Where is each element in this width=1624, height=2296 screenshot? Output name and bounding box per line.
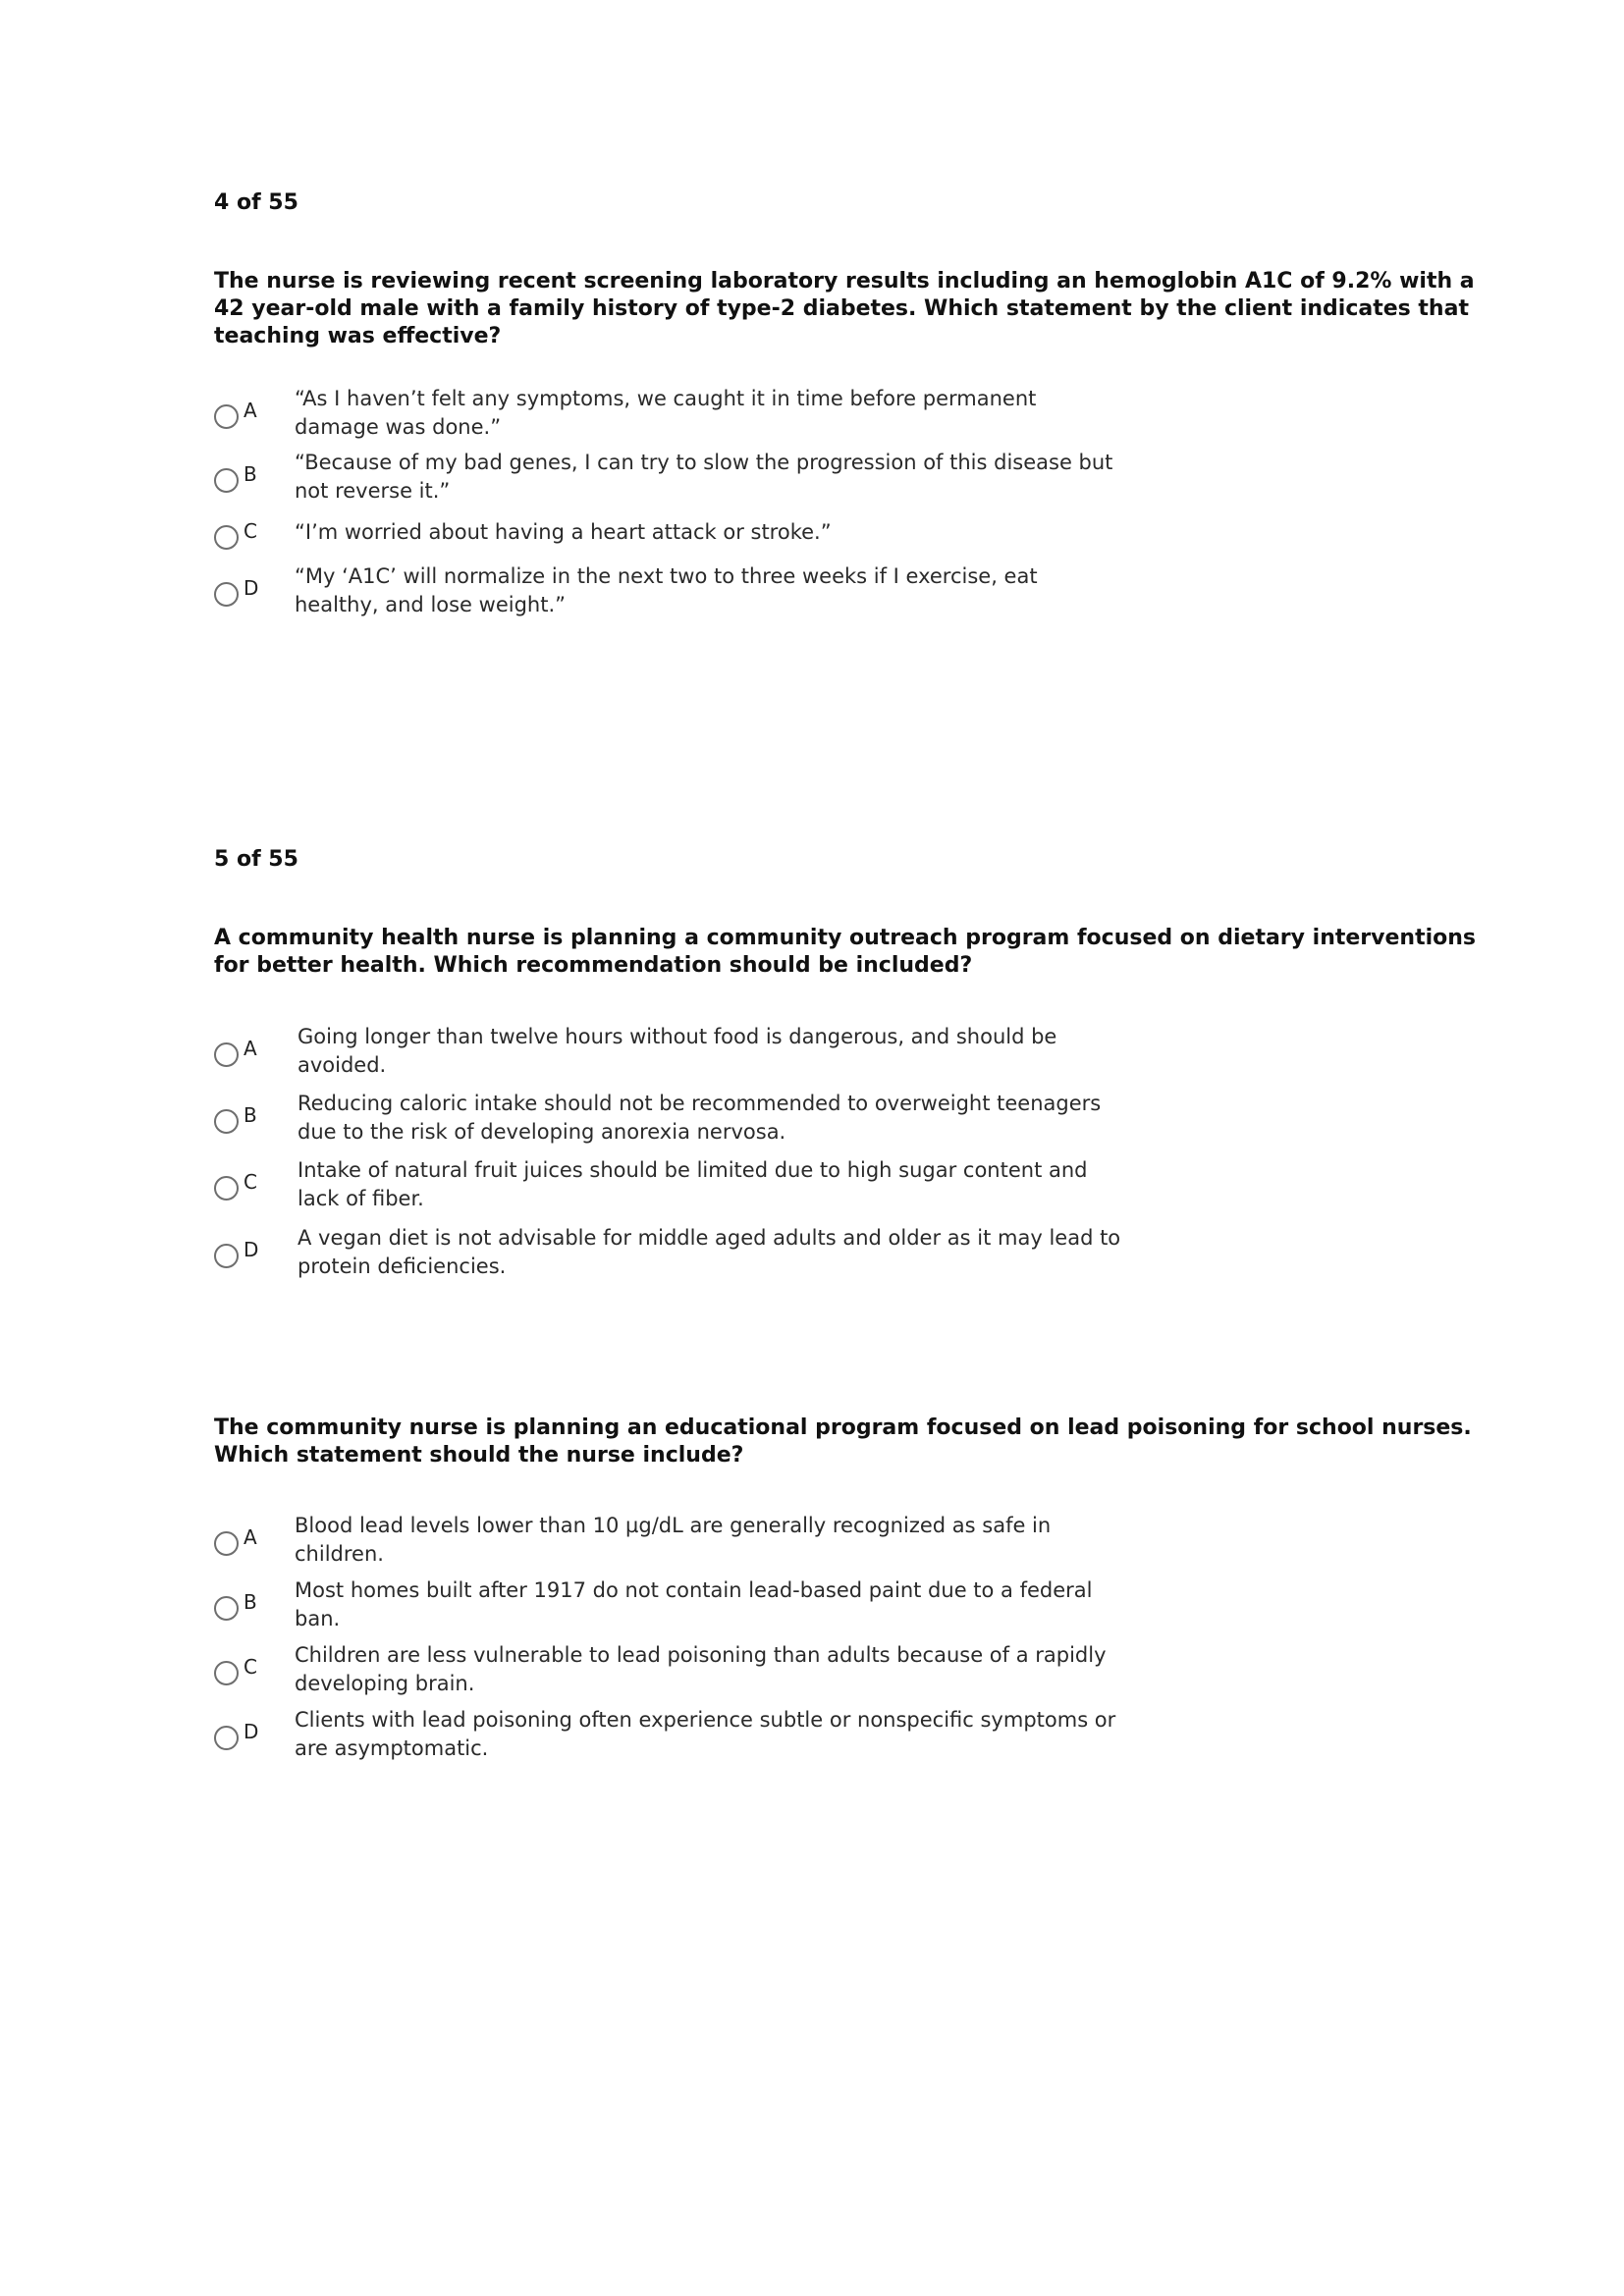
option-text: Reducing caloric intake should not be recommended to overweight teenagers due to the risk of developing anorexia nervosa.	[298, 1092, 1102, 1144]
option-letter: A	[244, 1525, 257, 1549]
option-text: A vegan diet is not advisable for middle aged adults and older as it may lead to protein deficiencies.	[298, 1226, 1121, 1278]
question-block	[214, 846, 1490, 1278]
option-text: Blood lead levels lower than 10 µg/dL are generally recognized as safe in children.	[295, 1514, 1052, 1566]
option-text: “As I haven’t felt any symptoms, we caught it in time before permanent damage was done.”	[295, 387, 1037, 439]
radio-button-icon[interactable]	[214, 1109, 239, 1134]
answer-option-d[interactable]	[214, 564, 1392, 629]
option-letter: C	[244, 1655, 257, 1679]
option-text: “My ‘A1C’ will normalize in the next two to three weeks if I exercise, eat healthy, and lose weight.”	[295, 564, 1038, 616]
option-letter: C	[244, 1170, 257, 1194]
question-block	[214, 1415, 1490, 1760]
option-text: Clients with lead poisoning often experience subtle or nonspecific symptoms or are asymptomatic.	[295, 1708, 1116, 1760]
option-text: Children are less vulnerable to lead poisoning than adults because of a rapidly developing brain.	[295, 1643, 1107, 1695]
option-letter: A	[244, 1037, 257, 1060]
answer-option-c[interactable]	[214, 1158, 1392, 1223]
option-letter: D	[244, 576, 259, 600]
answer-option-a[interactable]	[214, 387, 1392, 452]
radio-button-icon[interactable]	[214, 1531, 239, 1556]
radio-button-icon[interactable]	[214, 1596, 239, 1621]
answer-option-b[interactable]	[214, 451, 1392, 515]
answer-option-d[interactable]	[214, 1226, 1392, 1291]
option-text: Intake of natural fruit juices should be limited due to high sugar content and lack of fiber.	[298, 1158, 1088, 1210]
option-letter: D	[244, 1720, 259, 1743]
radio-button-icon[interactable]	[214, 1244, 239, 1268]
question-counter: 4 of 55	[214, 190, 298, 215]
option-letter: C	[244, 519, 257, 543]
option-text: “Because of my bad genes, I can try to slow the progression of this disease but not reverse it.”	[295, 451, 1113, 503]
option-letter: B	[244, 1590, 257, 1614]
radio-button-icon[interactable]	[214, 1661, 239, 1685]
answer-option-b[interactable]	[214, 1092, 1392, 1156]
option-letter: A	[244, 399, 257, 422]
radio-button-icon[interactable]	[214, 1726, 239, 1750]
question-prompt: The nurse is reviewing recent screening laboratory results including an hemoglobin A1C of 9.2% with a 42 year-old male with a family history of type-2 diabetes. Which statement by the client indicates that teaching was effective?	[214, 269, 1475, 348]
option-letter: D	[244, 1238, 259, 1261]
answer-option-a[interactable]	[214, 1025, 1392, 1090]
option-text: Most homes built after 1917 do not contain lead-based paint due to a federal ban.	[295, 1578, 1093, 1630]
option-letter: B	[244, 1103, 257, 1127]
radio-button-icon[interactable]	[214, 468, 239, 493]
answer-option-c[interactable]	[214, 1643, 1392, 1708]
radio-button-icon[interactable]	[214, 525, 239, 550]
answer-option-d[interactable]	[214, 1708, 1392, 1773]
option-letter: B	[244, 462, 257, 486]
answer-option-a[interactable]	[214, 1514, 1392, 1578]
radio-button-icon[interactable]	[214, 582, 239, 607]
radio-button-icon[interactable]	[214, 404, 239, 429]
question-prompt: The community nurse is planning an educational program focused on lead poisoning for school nurses. Which statement should the nurse include?	[214, 1415, 1472, 1468]
question-prompt: A community health nurse is planning a community outreach program focused on dietary interventions for better health. Which recommendation should be included?	[214, 926, 1477, 978]
option-text: “I’m worried about having a heart attack or stroke.”	[295, 520, 832, 544]
answer-option-b[interactable]	[214, 1578, 1392, 1643]
radio-button-icon[interactable]	[214, 1042, 239, 1067]
radio-button-icon[interactable]	[214, 1176, 239, 1201]
option-text: Going longer than twelve hours without food is dangerous, and should be avoided.	[298, 1025, 1057, 1077]
question-counter: 5 of 55	[214, 847, 298, 872]
question-block	[214, 189, 1490, 616]
